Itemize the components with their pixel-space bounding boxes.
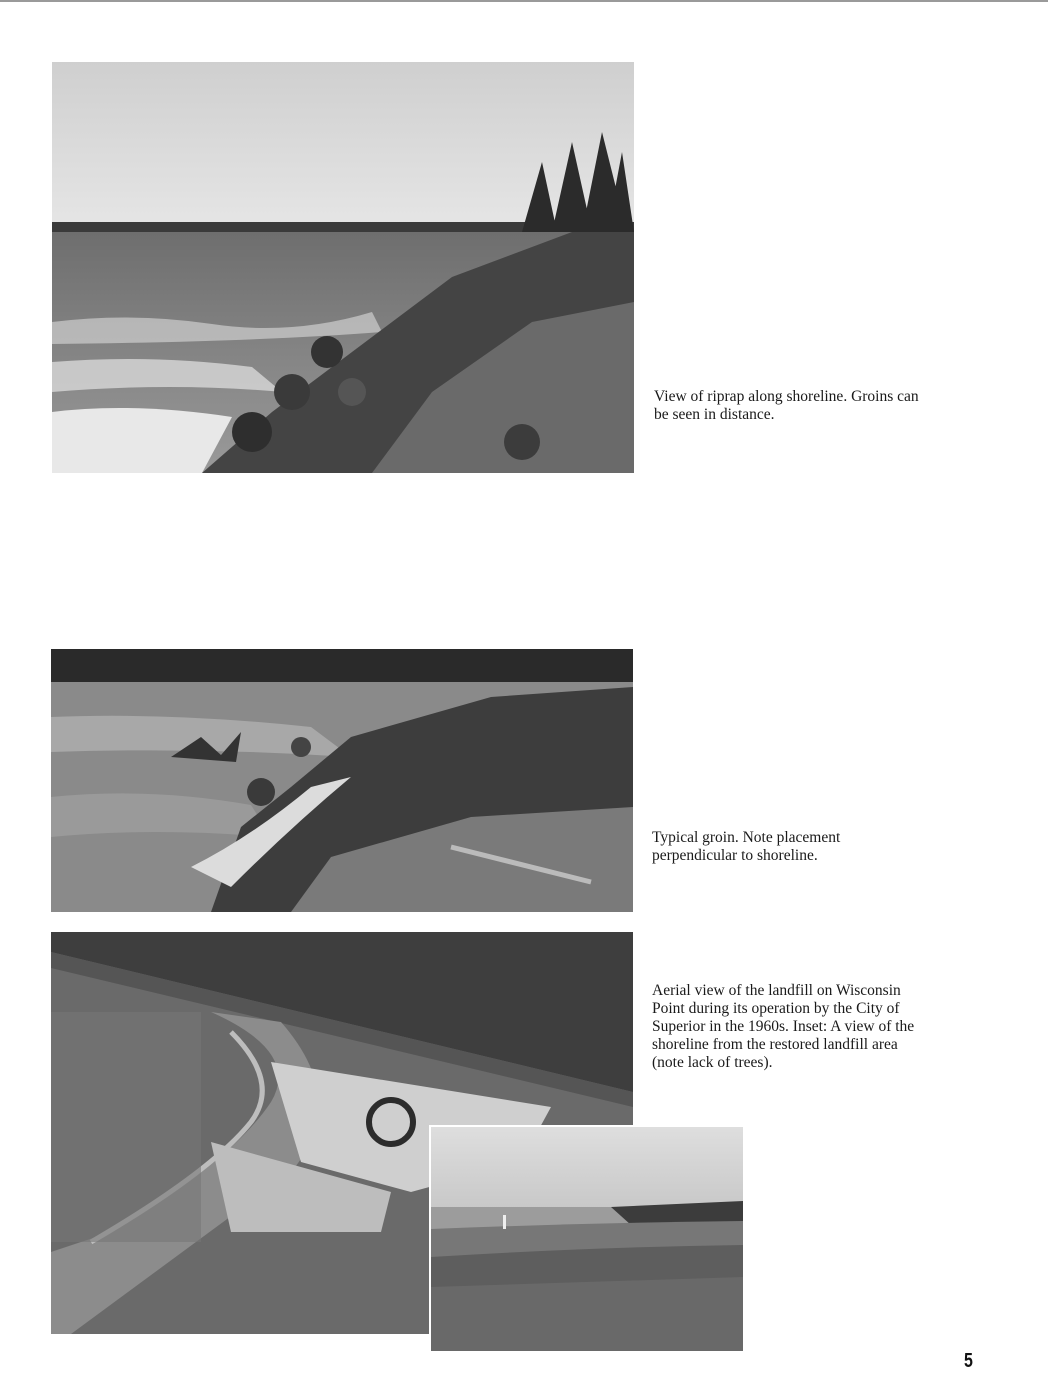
landfill-caption: Aerial view of the landfill on Wisconsin Point during its operation by the City of Superior in the 1960s. Inset: A view of the shoreline from the restored landfill area (note lack of trees).: [652, 982, 915, 1071]
restored-landfill-inset-photo: [429, 1125, 745, 1353]
page-number: 5: [964, 1350, 973, 1372]
groin-photo: [51, 627, 633, 912]
riprap-caption: View of riprap along shoreline. Groins can be seen in distance.: [654, 388, 919, 423]
riprap-shoreline-photo: [52, 62, 634, 473]
groin-caption: Typical groin. Note placement perpendicular to shoreline.: [652, 829, 841, 864]
top-rule: [0, 0, 1048, 2]
